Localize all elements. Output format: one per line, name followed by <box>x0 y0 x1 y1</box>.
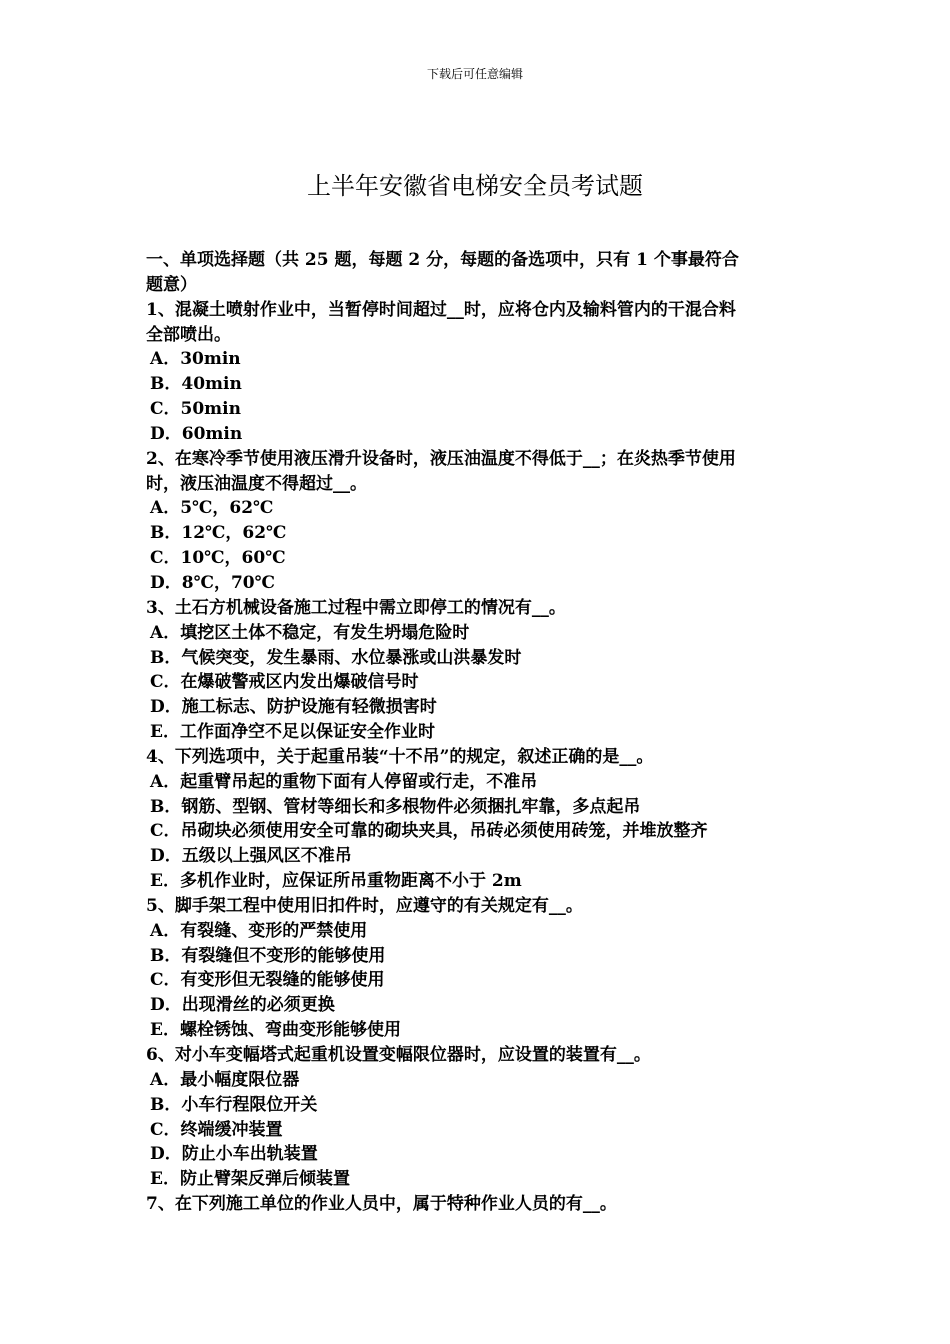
answer-option: A．最小幅度限位器 <box>150 1069 300 1090</box>
question-5 <box>146 894 810 1043</box>
answer-option: D．8℃，70℃ <box>150 572 275 593</box>
answer-option: B．40min <box>150 374 242 395</box>
answer-option: C．有变形但无裂缝的能够使用 <box>150 970 385 991</box>
question-1 <box>146 298 810 447</box>
question-2 <box>146 447 810 596</box>
answer-option: B．12℃，62℃ <box>150 523 287 544</box>
question-4 <box>146 745 810 894</box>
answer-option: B．气候突变，发生暴雨、水位暴涨或山洪暴发时 <box>150 647 522 668</box>
answer-option: E．多机作业时，应保证所吊重物距离不小于 2m <box>150 871 522 892</box>
question-stem-line: 6、对小车变幅塔式起重机设置变幅限位器时，应设置的装置有__。 <box>146 1045 651 1065</box>
answer-option: B．钢筋、型钢、管材等细长和多根物件必须捆扎牢靠，多点起吊 <box>150 796 641 817</box>
answer-option: D．五级以上强风区不准吊 <box>150 846 352 867</box>
question-stem-line: 全部喷出。 <box>146 324 231 345</box>
question-6 <box>146 1043 810 1192</box>
answer-option: A．30min <box>150 349 241 370</box>
answer-option: D．防止小车出轨装置 <box>150 1144 318 1165</box>
answer-option: C．50min <box>150 399 241 420</box>
answer-option: C．在爆破警戒区内发出爆破信号时 <box>150 672 419 693</box>
question-stem-line: 5、脚手架工程中使用旧扣件时，应遵守的有关规定有__。 <box>146 895 583 916</box>
question-7 <box>146 1192 810 1217</box>
answer-option: C．吊砌块必须使用安全可靠的砌块夹具，吊砖必须使用砖笼，并堆放整齐 <box>150 821 708 842</box>
answer-option: A．填挖区土体不稳定，有发生坍塌危险时 <box>150 622 470 643</box>
question-list <box>146 298 810 1217</box>
answer-option: C．10℃，60℃ <box>150 548 286 569</box>
answer-option: D．出现滑丝的必须更换 <box>150 995 335 1016</box>
header-note: 下载后可任意编辑 <box>426 67 523 81</box>
question-stem-line: 3、土石方机械设备施工过程中需立即停工的情况有__。 <box>146 597 566 618</box>
question-stem-line: 1、混凝土喷射作业中，当暂停时间超过__时，应将仓内及输料管内的干混合料 <box>146 299 736 320</box>
page-title: 上半年安徽省电梯安全员考试题 <box>307 172 643 201</box>
question-stem-line: 2、在寒冷季节使用液压滑升设备时，液压油温度不得低于__；在炎热季节使用 <box>146 448 736 469</box>
answer-option: E．螺栓锈蚀、弯曲变形能够使用 <box>150 1020 401 1041</box>
answer-option: E．工作面净空不足以保证安全作业时 <box>150 722 435 743</box>
answer-option: B．有裂缝但不变形的能够使用 <box>150 945 386 966</box>
answer-option: E．防止臂架反弹后倾装置 <box>150 1169 350 1190</box>
question-stem-line: 时，液压油温度不得超过__。 <box>146 473 367 494</box>
question-stem-line: 4、下列选项中，关于起重吊装“十不吊”的规定，叙述正确的是__。 <box>146 746 654 767</box>
answer-option: A．5℃，62℃ <box>150 498 274 519</box>
answer-option: D．60min <box>150 423 243 444</box>
exam-content <box>146 248 810 1217</box>
answer-option: B．小车行程限位开关 <box>150 1094 318 1115</box>
question-3 <box>146 596 810 745</box>
answer-option: A．起重臂吊起的重物下面有人停留或行走，不准吊 <box>150 771 538 792</box>
section-heading-line2: 题意） <box>146 274 197 295</box>
answer-option: D．施工标志、防护设施有轻微损害时 <box>150 697 437 718</box>
answer-option: A．有裂缝、变形的严禁使用 <box>150 920 368 941</box>
question-stem-line: 7、在下列施工单位的作业人员中，属于特种作业人员的有__。 <box>146 1194 617 1215</box>
section-heading-line1: 一、单项选择题（共 25 题，每题 2 分，每题的备选项中，只有 1 个事最符合 <box>146 250 739 270</box>
answer-option: C．终端缓冲装置 <box>150 1119 283 1140</box>
